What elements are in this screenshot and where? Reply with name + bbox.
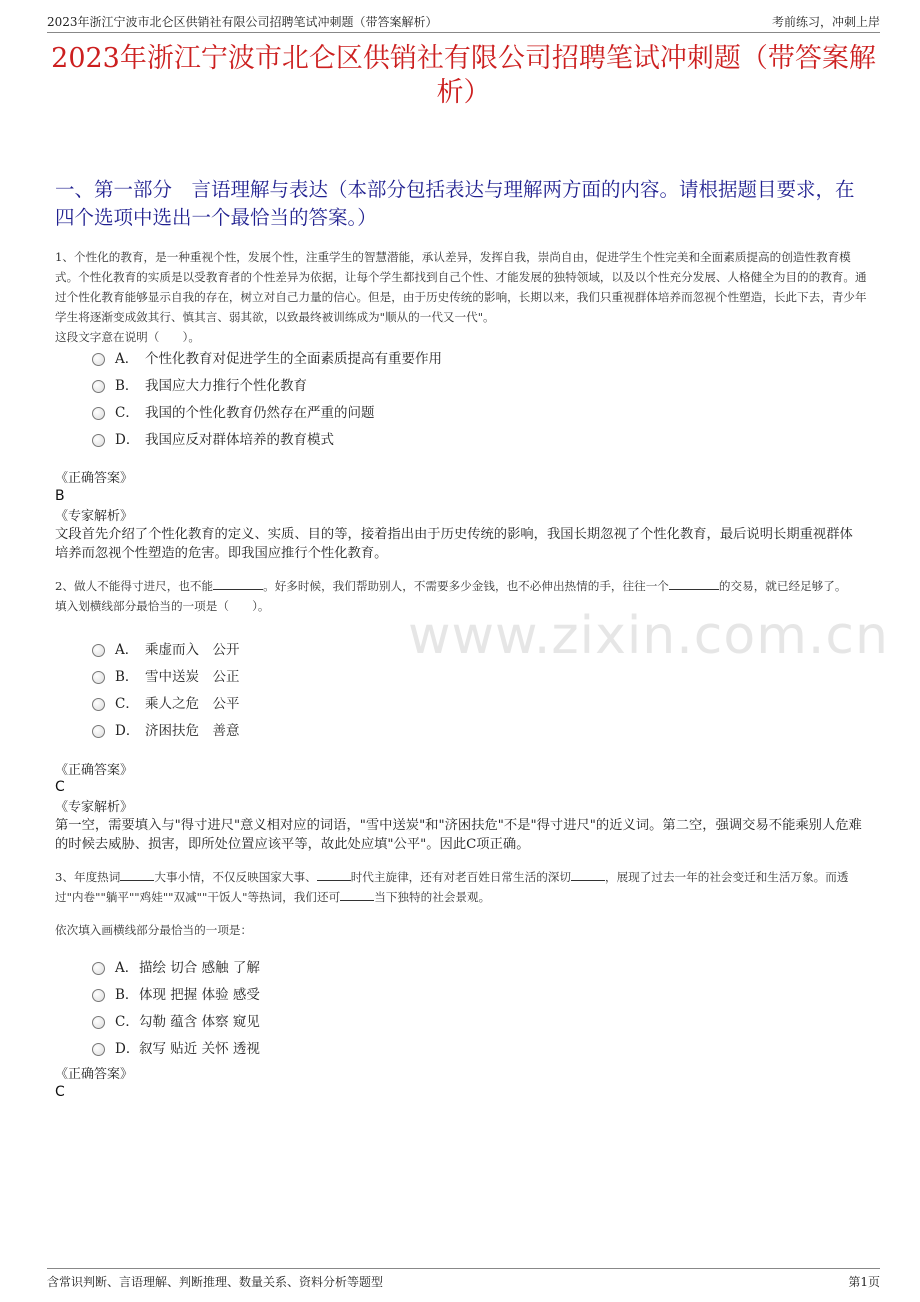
question-3-instruction: 依次填入画横线部分最恰当的一项是： [55, 923, 253, 937]
question-3-options [92, 952, 260, 1060]
question-2-options [92, 634, 240, 742]
blank-line [571, 869, 605, 881]
radio-icon[interactable] [92, 407, 105, 420]
question-1-option-c[interactable]: C． 我国的个性化教育仍然存在严重的问题 [92, 397, 442, 424]
question-3-answer-label: 《正确答案》 [55, 1067, 134, 1082]
radio-icon[interactable] [92, 380, 105, 393]
header-slogan: 考前练习，冲刺上岸 [771, 15, 880, 29]
radio-icon[interactable] [92, 644, 105, 657]
radio-icon[interactable] [92, 989, 105, 1002]
question-2: 2、做人不能得寸进尺，也不能 。好多时候，我们帮助别人，不需要多少金钱，也不必伸出热情的手，往往一个 的交易，就已经足够了。 填入划横线部分最恰当的一项是（ ）。 [55, 576, 870, 616]
radio-icon[interactable] [92, 725, 105, 738]
watermark: www.zixin.com.cn [408, 606, 889, 666]
footer-description: 含常识判断、言语理解、判断推理、数量关系、资料分析等题型 [47, 1275, 384, 1289]
question-1 [55, 247, 870, 347]
blank-line [213, 578, 263, 590]
radio-icon[interactable] [92, 962, 105, 975]
blank-line [340, 889, 374, 901]
question-1-options [92, 343, 442, 451]
question-2-option-c[interactable]: C． 乘人之危 公平 [92, 688, 240, 715]
question-3: 3、年度热词 大事小情，不仅反映国家大事、 时代主旋律，还有对老百姓日常生活的深切 ，展现了过去一年的社会变迁和生活万象。而透过"内卷""躺平""鸡娃""双减""干饭人"等热词，我们还可 当下独特的社会景观。 [55, 870, 849, 904]
question-1-answer: B [55, 488, 65, 504]
page-number: 第1页 [848, 1275, 880, 1289]
header-doc-title: 2023年浙江宁波市北仑区供销社有限公司招聘笔试冲刺题（带答案解析） [47, 15, 438, 29]
blank-line [317, 869, 351, 881]
radio-icon[interactable] [92, 671, 105, 684]
question-1-option-b[interactable]: B． 我国应大力推行个性化教育 [92, 370, 442, 397]
radio-icon[interactable] [92, 353, 105, 366]
blank-line [669, 578, 719, 590]
question-1-instruction: 这段文字意在说明（ ）。 [55, 330, 200, 344]
radio-icon[interactable] [92, 1043, 105, 1056]
section-title: 一、第一部分 言语理解与表达（本部分包括表达与理解两方面的内容。请根据题目要求，在四个选项中选出一个最恰当的答案。） [55, 178, 855, 229]
question-2-analysis: 第一空，需要填入与"得寸进尺"意义相对应的词语，"雪中送炭"和"济困扶危"不是"得寸进尺"的近义词。第二空，强调交易不能乘别人危难的时候去威胁、损害，即所处位置应该平等，故此处应填"公平"。因此C项正确。 [55, 818, 862, 852]
question-1-answer-label: 《正确答案》 [55, 471, 134, 486]
radio-icon[interactable] [92, 434, 105, 447]
question-3-option-d[interactable]: D． 叙写 贴近 关怀 透视 [92, 1033, 260, 1060]
blank-line [120, 869, 154, 881]
question-2-option-b[interactable]: B． 雪中送炭 公正 [92, 661, 240, 688]
radio-icon[interactable] [92, 698, 105, 711]
radio-icon[interactable] [92, 1016, 105, 1029]
question-2-analysis-label: 《专家解析》 [55, 800, 134, 815]
question-3-answer: C [55, 1084, 65, 1100]
page-footer [47, 1268, 880, 1292]
question-1-option-d[interactable]: D． 我国应反对群体培养的教育模式 [92, 424, 442, 451]
question-1-option-a[interactable]: A． 个性化教育对促进学生的全面素质提高有重要作用 [92, 343, 442, 370]
question-3-option-c[interactable]: C． 勾勒 蕴含 体察 窥见 [92, 1006, 260, 1033]
question-1-text: 1、个性化的教育，是一种重视个性，发展个性，注重学生的智慧潜能，承认差异，发挥自我，崇尚自由，促进学生个性完美和全面素质提高的创造性教育模式。个性化教育的实质是以受教育者的个性差异为依据，让每个学生都找到自己个性、才能发展的独特领域，以及以个性充分发展、人格健全为目的的教育。通过个性化教育能够显示自我的存在，树立对自己力量的信心。但是，由于历史传统的影响，长期以来，我们只重视群体培养而忽视个性塑造，长此下去，青少年学生将逐渐变成敛其行、慎其言、弱其欲，以致最终被训练成为"顺从的一代又一代"。 [55, 250, 867, 324]
question-2-option-a[interactable]: A． 乘虚而入 公开 [92, 634, 240, 661]
question-2-option-d[interactable]: D． 济困扶危 善意 [92, 715, 240, 742]
question-1-analysis-label: 《专家解析》 [55, 509, 134, 524]
document-title: 2023年浙江宁波市北仑区供销社有限公司招聘笔试冲刺题（带答案解析） [51, 43, 876, 108]
question-2-instruction: 填入划横线部分最恰当的一项是（ ）。 [55, 599, 270, 613]
question-2-answer: C [55, 779, 65, 795]
question-1-analysis: 文段首先介绍了个性化教育的定义、实质、目的等，接着指出由于历史传统的影响，我国长期忽视了个性化教育，最后说明长期重视群体培养而忽视个性塑造的危害。即我国应推行个性化教育。 [55, 527, 853, 561]
question-3-option-b[interactable]: B． 体现 把握 体验 感受 [92, 979, 260, 1006]
question-3-option-a[interactable]: A． 描绘 切合 感触 了解 [92, 952, 260, 979]
page-header [47, 11, 880, 33]
question-2-answer-label: 《正确答案》 [55, 763, 134, 778]
